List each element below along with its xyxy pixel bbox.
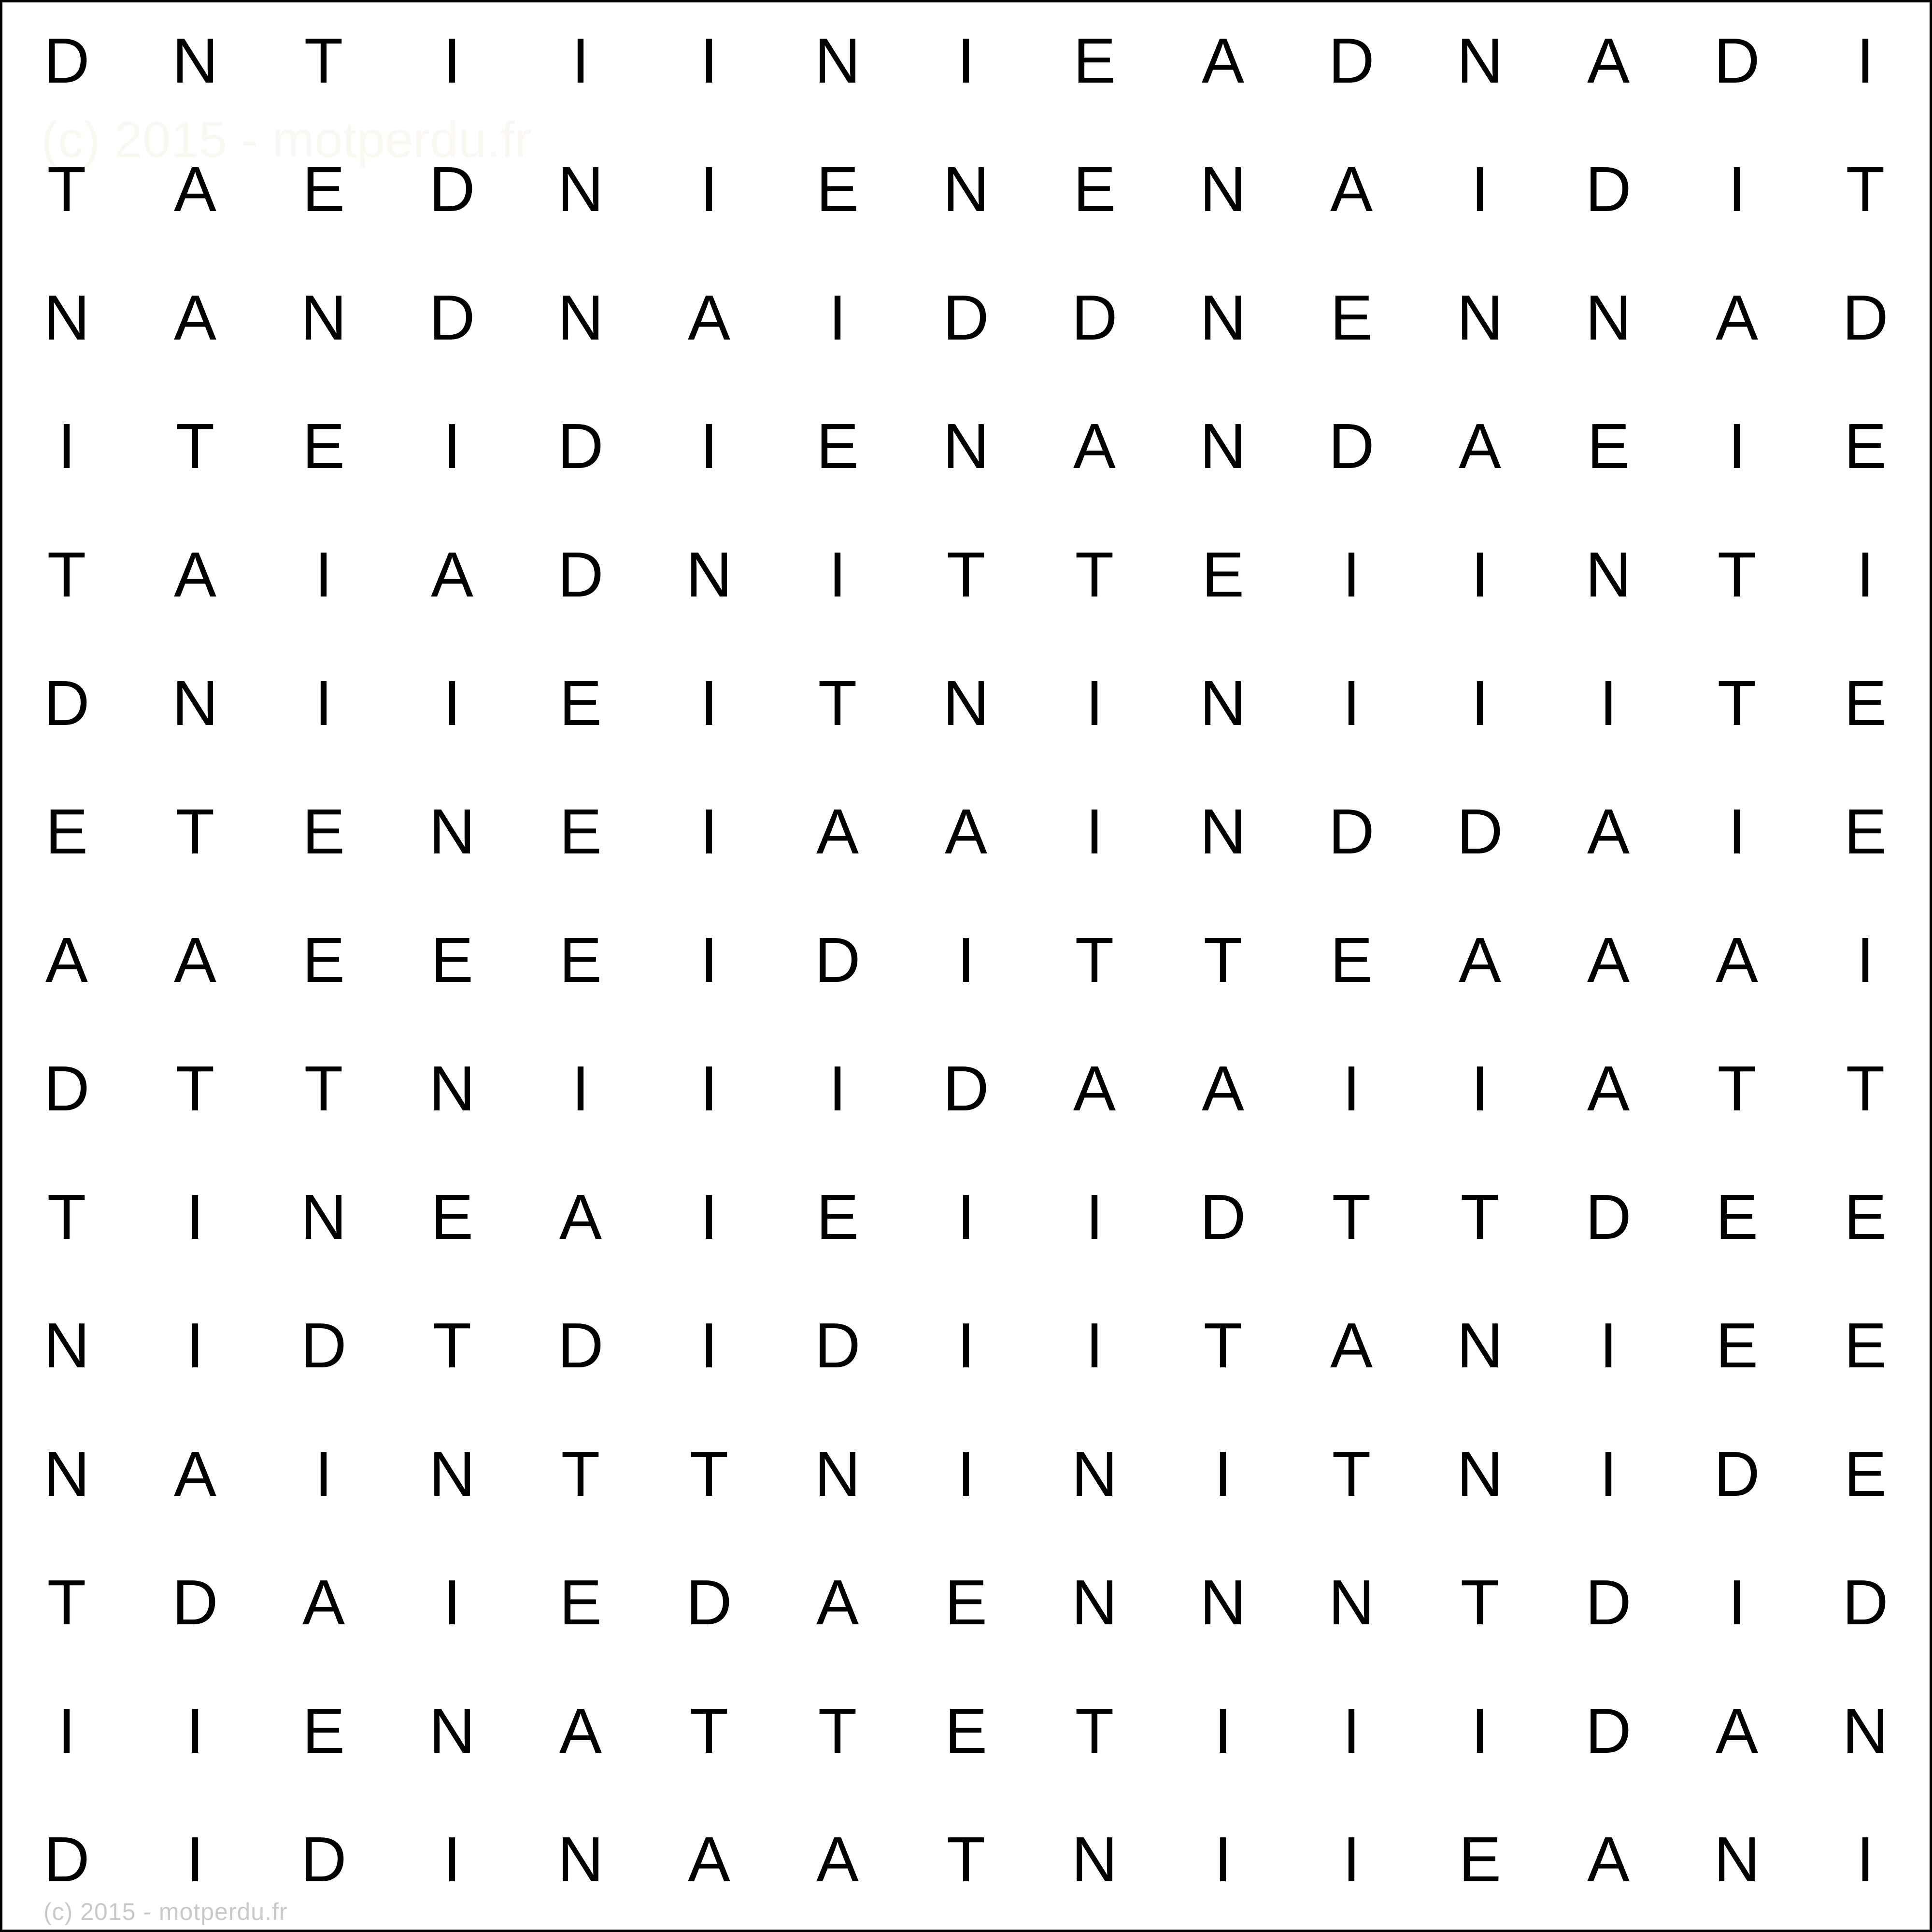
grid-letter[interactable]: D: [1200, 1181, 1246, 1252]
grid-letter[interactable]: I: [700, 1053, 718, 1124]
grid-letter[interactable]: T: [47, 539, 86, 610]
grid-letter[interactable]: N: [1457, 282, 1503, 353]
grid-letter[interactable]: N: [943, 668, 989, 739]
grid-letter[interactable]: E: [430, 1181, 474, 1252]
grid-letter[interactable]: N: [557, 1824, 604, 1895]
grid-letter[interactable]: T: [946, 539, 986, 610]
grid-letter[interactable]: D: [557, 1310, 604, 1381]
grid-letter[interactable]: I: [57, 1695, 76, 1766]
grid-letter[interactable]: T: [1075, 924, 1114, 995]
grid-letter[interactable]: I: [1599, 668, 1618, 739]
grid-letter[interactable]: I: [443, 668, 461, 739]
grid-letter[interactable]: E: [1844, 1181, 1887, 1252]
grid-letter[interactable]: I: [1471, 1695, 1489, 1766]
grid-letter[interactable]: D: [1842, 282, 1889, 353]
grid-letter[interactable]: E: [816, 154, 859, 225]
grid-letter[interactable]: D: [172, 1567, 218, 1638]
grid-letter[interactable]: T: [47, 1181, 86, 1252]
grid-letter[interactable]: D: [1585, 1181, 1632, 1252]
grid-letter[interactable]: D: [43, 668, 90, 739]
grid-letter[interactable]: I: [957, 1438, 975, 1509]
grid-letter[interactable]: E: [1330, 282, 1373, 353]
grid-letter[interactable]: I: [1856, 25, 1875, 96]
grid-letter[interactable]: I: [1471, 668, 1489, 739]
grid-letter[interactable]: I: [1342, 1053, 1361, 1124]
grid-letter[interactable]: I: [314, 1438, 333, 1509]
grid-letter[interactable]: N: [1200, 1567, 1246, 1638]
grid-letter[interactable]: A: [1458, 411, 1502, 482]
grid-letter[interactable]: N: [557, 282, 604, 353]
grid-letter[interactable]: D: [1457, 796, 1503, 867]
grid-letter[interactable]: D: [1585, 1695, 1632, 1766]
grid-letter[interactable]: A: [559, 1695, 602, 1766]
grid-letter[interactable]: N: [172, 668, 218, 739]
grid-letter[interactable]: A: [1715, 282, 1759, 353]
grid-letter[interactable]: D: [943, 1053, 989, 1124]
grid-letter[interactable]: D: [300, 1310, 347, 1381]
grid-letter[interactable]: N: [1200, 154, 1246, 225]
copyright-watermark: (c) 2015 - motperdu.fr: [43, 1898, 288, 1925]
grid-letter[interactable]: N: [686, 539, 732, 610]
grid-letter[interactable]: N: [300, 282, 347, 353]
grid-letter[interactable]: N: [943, 154, 989, 225]
grid-letter[interactable]: E: [816, 411, 859, 482]
grid-letter[interactable]: I: [186, 1824, 204, 1895]
grid-letter[interactable]: I: [571, 25, 590, 96]
grid-letter[interactable]: T: [561, 1438, 600, 1509]
grid-letter[interactable]: D: [300, 1824, 347, 1895]
grid-letter[interactable]: I: [571, 1053, 590, 1124]
grid-letter[interactable]: I: [1085, 1310, 1104, 1381]
grid-letter[interactable]: I: [828, 539, 847, 610]
grid-letter[interactable]: T: [1332, 1181, 1371, 1252]
grid-letter[interactable]: N: [814, 1438, 861, 1509]
grid-letter[interactable]: T: [1846, 1053, 1885, 1124]
grid-letter[interactable]: I: [700, 924, 718, 995]
grid-letter[interactable]: E: [559, 1567, 602, 1638]
grid-letter[interactable]: T: [175, 411, 215, 482]
grid-letter[interactable]: I: [1471, 154, 1489, 225]
grid-letter[interactable]: D: [1842, 1567, 1889, 1638]
grid-letter[interactable]: E: [45, 796, 88, 867]
grid-letter[interactable]: N: [43, 1310, 90, 1381]
grid-letter[interactable]: D: [43, 25, 90, 96]
grid-letter[interactable]: I: [700, 796, 718, 867]
grid-letter[interactable]: N: [1457, 25, 1503, 96]
grid-letter[interactable]: D: [557, 411, 604, 482]
grid-letter[interactable]: I: [700, 154, 718, 225]
grid-letter[interactable]: E: [559, 668, 602, 739]
grid-letter[interactable]: N: [1457, 1310, 1503, 1381]
grid-letter[interactable]: E: [302, 154, 345, 225]
grid-letter[interactable]: I: [1856, 539, 1875, 610]
grid-letter[interactable]: T: [1717, 1053, 1757, 1124]
grid-letter[interactable]: E: [559, 924, 602, 995]
grid-letter[interactable]: D: [43, 1824, 90, 1895]
grid-letter[interactable]: T: [1717, 668, 1757, 739]
grid-letter[interactable]: I: [957, 25, 975, 96]
grid-letter[interactable]: E: [302, 924, 345, 995]
grid-letter[interactable]: T: [1203, 1310, 1243, 1381]
grid-letter[interactable]: T: [304, 25, 343, 96]
grid-letter[interactable]: A: [1458, 924, 1502, 995]
grid-letter[interactable]: T: [304, 1053, 343, 1124]
grid-letter[interactable]: N: [1714, 1824, 1760, 1895]
grid-letter[interactable]: N: [1457, 1438, 1503, 1509]
grid-letter[interactable]: N: [1200, 282, 1246, 353]
grid-letter[interactable]: I: [1214, 1824, 1232, 1895]
grid-letter[interactable]: N: [43, 1438, 90, 1509]
grid-letter[interactable]: I: [828, 1053, 847, 1124]
grid-letter[interactable]: D: [43, 1053, 90, 1124]
grid-letter[interactable]: N: [43, 282, 90, 353]
grid-letter[interactable]: E: [302, 411, 345, 482]
grid-letter[interactable]: I: [1342, 539, 1361, 610]
grid-letter[interactable]: I: [1471, 1053, 1489, 1124]
grid-letter[interactable]: E: [430, 924, 474, 995]
grid-letter[interactable]: D: [814, 1310, 861, 1381]
grid-letter[interactable]: T: [818, 1695, 857, 1766]
grid-letter[interactable]: T: [818, 668, 857, 739]
grid-letter[interactable]: A: [816, 1824, 859, 1895]
grid-letter[interactable]: T: [175, 1053, 215, 1124]
grid-letter[interactable]: I: [186, 1181, 204, 1252]
letter-grid: [2, 0, 1930, 1924]
grid-letter[interactable]: T: [1460, 1181, 1500, 1252]
grid-letter[interactable]: I: [1856, 924, 1875, 995]
grid-letter[interactable]: E: [1073, 25, 1116, 96]
grid-letter[interactable]: I: [700, 668, 718, 739]
grid-letter[interactable]: I: [314, 668, 333, 739]
grid-letter[interactable]: A: [173, 1438, 217, 1509]
grid-letter[interactable]: A: [1201, 1053, 1245, 1124]
grid-letter[interactable]: N: [557, 154, 604, 225]
grid-letter[interactable]: N: [1842, 1695, 1889, 1766]
grid-letter[interactable]: N: [1200, 411, 1246, 482]
grid-letter[interactable]: T: [432, 1310, 472, 1381]
faint-copyright-watermark: (c) 2015 - motperdu.fr: [41, 112, 532, 168]
grid-letter[interactable]: E: [1844, 1310, 1887, 1381]
grid-letter[interactable]: A: [173, 282, 217, 353]
grid-letter[interactable]: I: [700, 25, 718, 96]
grid-letter[interactable]: D: [557, 539, 604, 610]
grid-letter[interactable]: E: [944, 1567, 988, 1638]
grid-letter[interactable]: A: [816, 1567, 859, 1638]
grid-letter[interactable]: A: [1587, 924, 1630, 995]
grid-letter[interactable]: N: [1200, 796, 1246, 867]
grid-letter[interactable]: I: [443, 1824, 461, 1895]
grid-letter[interactable]: E: [1844, 411, 1887, 482]
grid-letter[interactable]: A: [687, 282, 731, 353]
grid-letter[interactable]: A: [1587, 1053, 1630, 1124]
grid-letter[interactable]: D: [1328, 796, 1375, 867]
grid-letter[interactable]: I: [443, 1567, 461, 1638]
grid-letter[interactable]: E: [1330, 924, 1373, 995]
grid-letter[interactable]: I: [1085, 668, 1104, 739]
grid-letter[interactable]: A: [173, 539, 217, 610]
grid-letter[interactable]: T: [1203, 924, 1243, 995]
grid-letter[interactable]: N: [1585, 539, 1632, 610]
grid-letter[interactable]: A: [45, 924, 88, 995]
grid-letter[interactable]: T: [47, 154, 86, 225]
grid-letter[interactable]: I: [1471, 539, 1489, 610]
grid-letter[interactable]: E: [302, 1695, 345, 1766]
grid-letter[interactable]: I: [957, 1310, 975, 1381]
grid-letter[interactable]: D: [814, 924, 861, 995]
grid-letter[interactable]: D: [429, 154, 475, 225]
grid-letter[interactable]: I: [314, 539, 333, 610]
grid-letter[interactable]: I: [1728, 796, 1746, 867]
grid-letter[interactable]: I: [1728, 154, 1746, 225]
grid-letter[interactable]: A: [1330, 154, 1373, 225]
grid-letter[interactable]: I: [1214, 1438, 1232, 1509]
grid-letter[interactable]: E: [302, 796, 345, 867]
grid-letter[interactable]: A: [944, 796, 988, 867]
grid-letter[interactable]: I: [957, 1181, 975, 1252]
grid-letter[interactable]: N: [429, 1053, 475, 1124]
grid-letter[interactable]: I: [186, 1310, 204, 1381]
grid-letter[interactable]: A: [816, 796, 859, 867]
grid-letter[interactable]: I: [1342, 668, 1361, 739]
grid-letter[interactable]: T: [1075, 539, 1114, 610]
grid-letter[interactable]: A: [1587, 796, 1630, 867]
grid-letter[interactable]: I: [1728, 1567, 1746, 1638]
grid-letter[interactable]: N: [1071, 1438, 1118, 1509]
grid-letter[interactable]: N: [1200, 668, 1246, 739]
grid-letter[interactable]: N: [429, 1695, 475, 1766]
grid-letter[interactable]: N: [1071, 1567, 1118, 1638]
grid-letter[interactable]: I: [57, 411, 76, 482]
grid-letter[interactable]: A: [687, 1824, 731, 1895]
grid-letter[interactable]: E: [1587, 411, 1630, 482]
grid-letter[interactable]: D: [1585, 154, 1632, 225]
grid-letter[interactable]: D: [943, 282, 989, 353]
grid-letter[interactable]: D: [429, 282, 475, 353]
grid-letter[interactable]: N: [1585, 282, 1632, 353]
grid-letter[interactable]: A: [430, 539, 474, 610]
grid-letter[interactable]: N: [429, 1438, 475, 1509]
grid-letter[interactable]: I: [1342, 1824, 1361, 1895]
grid-letter[interactable]: D: [1328, 411, 1375, 482]
grid-letter[interactable]: D: [1071, 282, 1118, 353]
grid-letter[interactable]: A: [559, 1181, 602, 1252]
grid-letter[interactable]: I: [1599, 1310, 1618, 1381]
grid-letter[interactable]: T: [946, 1824, 986, 1895]
grid-letter[interactable]: A: [1715, 1695, 1759, 1766]
grid-letter[interactable]: N: [1328, 1567, 1375, 1638]
grid-letter[interactable]: I: [443, 25, 461, 96]
grid-letter[interactable]: I: [443, 411, 461, 482]
grid-letter[interactable]: T: [1460, 1567, 1500, 1638]
grid-letter[interactable]: I: [1085, 796, 1104, 867]
grid-letter[interactable]: E: [1844, 796, 1887, 867]
grid-letter[interactable]: E: [944, 1695, 988, 1766]
grid-letter[interactable]: I: [700, 1181, 718, 1252]
grid-letter[interactable]: I: [1085, 1181, 1104, 1252]
grid-letter[interactable]: N: [429, 796, 475, 867]
grid-letter[interactable]: E: [1844, 668, 1887, 739]
grid-letter[interactable]: E: [1844, 1438, 1887, 1509]
grid-letter[interactable]: E: [559, 796, 602, 867]
grid-letter[interactable]: E: [1073, 154, 1116, 225]
grid-letter[interactable]: A: [173, 924, 217, 995]
grid-letter[interactable]: D: [686, 1567, 732, 1638]
grid-letter[interactable]: T: [689, 1695, 729, 1766]
grid-letter[interactable]: A: [1587, 1824, 1630, 1895]
grid-letter[interactable]: A: [1587, 25, 1630, 96]
grid-letter[interactable]: D: [1328, 25, 1375, 96]
grid-letter[interactable]: T: [1332, 1438, 1371, 1509]
grid-letter[interactable]: T: [1846, 154, 1885, 225]
grid-letter[interactable]: I: [828, 282, 847, 353]
grid-letter[interactable]: D: [1585, 1567, 1632, 1638]
grid-letter[interactable]: N: [172, 25, 218, 96]
grid-letter[interactable]: I: [1728, 411, 1746, 482]
grid-letter[interactable]: T: [47, 1567, 86, 1638]
grid-letter[interactable]: A: [1073, 1053, 1116, 1124]
grid-letter[interactable]: A: [1715, 924, 1759, 995]
grid-letter[interactable]: T: [175, 796, 215, 867]
grid-letter[interactable]: D: [1714, 1438, 1760, 1509]
grid-letter[interactable]: E: [1201, 539, 1245, 610]
grid-letter[interactable]: I: [700, 411, 718, 482]
grid-letter[interactable]: I: [1856, 1824, 1875, 1895]
grid-letter[interactable]: I: [957, 924, 975, 995]
grid-letter[interactable]: N: [814, 25, 861, 96]
grid-letter[interactable]: A: [302, 1567, 345, 1638]
grid-letter[interactable]: I: [186, 1695, 204, 1766]
grid-letter[interactable]: N: [1071, 1824, 1118, 1895]
grid-letter[interactable]: D: [1714, 25, 1760, 96]
grid-letter[interactable]: I: [1214, 1695, 1232, 1766]
grid-letter[interactable]: N: [943, 411, 989, 482]
grid-letter[interactable]: N: [300, 1181, 347, 1252]
grid-letter[interactable]: I: [700, 1310, 718, 1381]
grid-letter[interactable]: T: [1075, 1695, 1114, 1766]
grid-letter[interactable]: A: [173, 154, 217, 225]
grid-letter[interactable]: A: [1201, 25, 1245, 96]
grid-letter[interactable]: E: [1715, 1181, 1759, 1252]
grid-letter[interactable]: I: [1599, 1438, 1618, 1509]
grid-letter[interactable]: E: [1715, 1310, 1759, 1381]
grid-letter[interactable]: T: [689, 1438, 729, 1509]
grid-letter[interactable]: I: [1342, 1695, 1361, 1766]
grid-letter[interactable]: A: [1073, 411, 1116, 482]
grid-letter[interactable]: E: [816, 1181, 859, 1252]
grid-letter[interactable]: T: [1717, 539, 1757, 610]
grid-letter[interactable]: A: [1330, 1310, 1373, 1381]
grid-letter[interactable]: E: [1458, 1824, 1502, 1895]
